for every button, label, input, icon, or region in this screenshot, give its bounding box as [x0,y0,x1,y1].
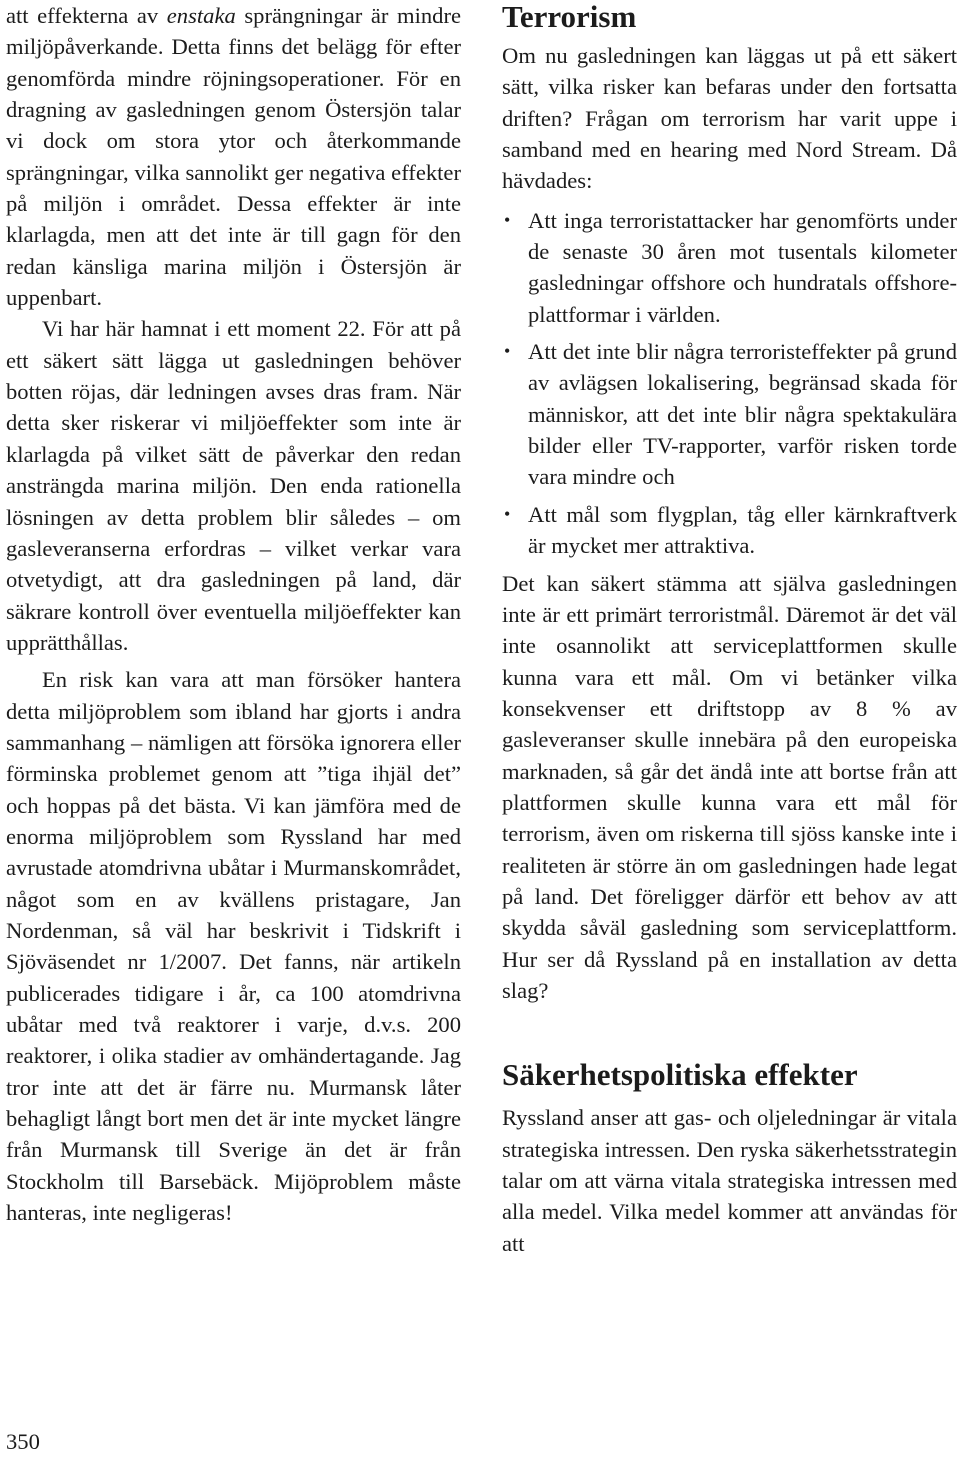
bullet-icon: • [504,341,511,362]
section-heading-security: Säkerhetspolitiska effekter [502,1057,858,1093]
bullet-icon: • [504,503,511,524]
paragraph-text: sprängningar är mindre miljöpåverkande. Detta finns det belägg för efter genomförda mindre röjningsoperationer. För en dragning av gasledningen genom Östersjön talar vi dock om stora ytor och återkommande sprängningar, vilka sannolikt ger negativa effekter på miljön i området. Dessa effekter är inte klarlagda, men att det inte är till gagn för den redan känsliga marina miljön i Östersjön är uppenbart. [6,3,461,311]
emphasis-text: enstaka [166,3,236,28]
list-item-text: Att det inte blir några terroristeffekter på grund av avlägsen lokalisering, begränsad skada för människor, att det inte blir några spektakulära bilder eller TV-rapporter, varför risken torde vara mindre och [528,339,957,490]
list-item [502,499,957,562]
section-heading-terrorism: Terrorism [502,0,637,34]
paragraph: Vi har här hamnat i ett moment 22. För att på ett säkert sätt lägga ut gasledningen behöver botten röjas, där ledningen avses dras fram. När detta sker riskerar vi miljöeffekter som inte är klarlagda på vilket sätt de påverkar den redan ansträngda marina miljön. Den enda rationella lösningen av detta problem blir således – om gasleveranserna erfordras – vilket verkar vara otvetydigt, att dra gasledningen på land, där säkrare kontroll över eventuella miljöeffekter kan upprätthållas. [6,316,461,655]
paragraph: En risk kan vara att man försöker hantera detta miljöproblem som ibland har gjorts i andra sammanhang – nämligen att försöka ignorera eller förminska problemet genom att ”tiga ihjäl det” och hoppas på det bästa. Vi kan jämföra med de enorma miljöproblem som Ryssland har med avrustade atomdrivna ubåtar i Murmanskområdet, något som en av kvällens pristagare, Jan Nordenman, så väl har beskrivit i Tidskrift i Sjöväsendet nr 1/2007. Det fanns, när artikeln publicerades tidigare i år, ca 100 atomdrivna ubåtar med två reaktorer i varje, d.v.s. 200 reaktorer, i olika stadier av omhändertagande. Jag tror inte att det är färre nu. Murmansk låter behagligt långt bort men det är inte mycket längre från Murmansk till Sverige än det är från Stockholm till Barsebäck. Mijöproblem måste hanteras, inte negligeras! [6,667,461,1226]
paragraph-text: att effekterna av [6,3,167,28]
right-column [502,0,957,1259]
list-item [502,336,957,493]
list-item-text: Att inga terroristattacker har genomförts under de senaste 30 åren mot tusentals kilometer gasledningar offshore och hundratals offshore-plattformar i världen. [528,207,957,327]
list-item-text: Att mål som flygplan, tåg eller kärnkraftverk är mycket mer attraktiva. [528,501,957,559]
bullet-list [502,205,957,562]
paragraph: Det kan säkert stämma att själva gasledningen inte är ett primärt terroristmål. Däremot är det väl inte osannolikt att serviceplattformen skulle kunna vara ett mål. Om vi betänker vilka konsekvenser ett driftstopp av 8 % av gasleveranser skulle innebära på den europeiska marknaden, så går det ändå inte att bortse från att plattformen skulle kunna vara ett mål för terrorism, även om riskerna till sjöss kanske inte i realiteten är större än om gasledningen hade legat på land. Det föreligger därför ett behov av att skydda såväl gasledning som serviceplattform. Hur ser då Ryssland på en installation av detta slag? [502,570,957,1003]
paragraph [6,0,461,313]
bullet-icon: • [504,209,511,230]
left-column [6,0,461,1228]
paragraph: Ryssland anser att gas- och oljeledningar är vitala strategiska intressen. Den ryska säkerhetsstrategin talar om att värna vitala strategiska intressen med alla medel. Vilka medel kommer att användas för att [502,1105,957,1256]
list-item [502,205,957,330]
page-number: 350 [6,1429,40,1454]
paragraph: Om nu gasledningen kan läggas ut på ett säkert sätt, vilka risker kan befaras under den fortsatta driften? Frågan om terrorism har varit uppe i samband med en hearing med Nord Stream. Då hävdades: [502,43,957,194]
